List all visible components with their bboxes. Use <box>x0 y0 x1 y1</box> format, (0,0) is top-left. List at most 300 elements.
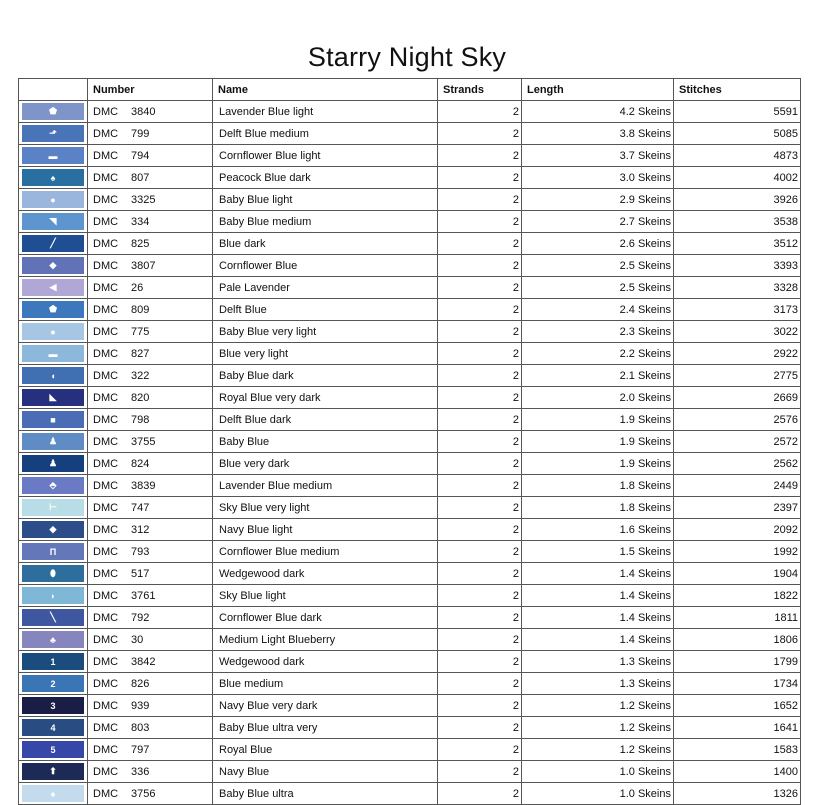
name-cell: Royal Blue <box>213 739 438 761</box>
length-cell: 2.9 Skeins <box>522 189 674 211</box>
length-cell: 2.1 Skeins <box>522 365 674 387</box>
stitch-symbol-icon: 5 <box>50 744 56 755</box>
name-cell: Lavender Blue light <box>213 101 438 123</box>
color-swatch <box>22 257 84 274</box>
number-cell <box>88 453 213 475</box>
stitch-symbol-icon: ♟ <box>48 458 58 468</box>
stitches-cell: 1641 <box>674 717 801 739</box>
table-row <box>19 387 801 409</box>
length-cell: 1.2 Skeins <box>522 739 674 761</box>
header-length: Length <box>522 79 674 101</box>
length-cell: 1.9 Skeins <box>522 409 674 431</box>
length-cell: 2.5 Skeins <box>522 255 674 277</box>
stitches-cell: 1806 <box>674 629 801 651</box>
number-cell <box>88 409 213 431</box>
color-swatch <box>22 477 84 494</box>
strands-cell: 2 <box>438 145 522 167</box>
brand: DMC <box>93 435 119 448</box>
code: 794 <box>131 149 150 162</box>
symbol-cell <box>19 585 88 607</box>
strands-cell: 2 <box>438 673 522 695</box>
table-row <box>19 717 801 739</box>
brand: DMC <box>93 347 119 360</box>
number-cell <box>88 255 213 277</box>
brand: DMC <box>93 171 119 184</box>
symbol-cell <box>19 717 88 739</box>
number-cell <box>88 563 213 585</box>
stitches-cell: 3538 <box>674 211 801 233</box>
stitch-symbol-icon: 4 <box>50 722 56 733</box>
stitch-symbol-icon: ♟ <box>48 436 58 446</box>
brand: DMC <box>93 677 119 690</box>
name-cell: Pale Lavender <box>213 277 438 299</box>
color-swatch <box>22 697 84 714</box>
code: 336 <box>131 765 150 778</box>
number-cell <box>88 145 213 167</box>
number-cell <box>88 783 213 805</box>
code: 3842 <box>131 655 156 668</box>
name-cell: Medium Light Blueberry <box>213 629 438 651</box>
strands-cell: 2 <box>438 233 522 255</box>
stitches-cell: 1904 <box>674 563 801 585</box>
symbol-cell <box>19 167 88 189</box>
strands-cell: 2 <box>438 409 522 431</box>
table-row <box>19 519 801 541</box>
number-cell <box>88 299 213 321</box>
strands-cell: 2 <box>438 497 522 519</box>
color-swatch <box>22 279 84 296</box>
code: 799 <box>131 127 150 140</box>
code: 30 <box>131 633 144 646</box>
color-swatch <box>22 675 84 692</box>
table-row <box>19 695 801 717</box>
length-cell: 1.3 Skeins <box>522 673 674 695</box>
symbol-cell <box>19 211 88 233</box>
stitches-cell: 5085 <box>674 123 801 145</box>
name-cell: Delft Blue medium <box>213 123 438 145</box>
number-cell <box>88 585 213 607</box>
length-cell: 4.2 Skeins <box>522 101 674 123</box>
color-swatch <box>22 433 84 450</box>
stitches-cell: 1822 <box>674 585 801 607</box>
length-cell: 1.4 Skeins <box>522 563 674 585</box>
length-cell: 1.6 Skeins <box>522 519 674 541</box>
number-cell <box>88 123 213 145</box>
symbol-cell <box>19 629 88 651</box>
table-row <box>19 497 801 519</box>
stitches-cell: 2562 <box>674 453 801 475</box>
symbol-cell <box>19 233 88 255</box>
stitches-cell: 3512 <box>674 233 801 255</box>
table-row <box>19 563 801 585</box>
code: 827 <box>131 347 150 360</box>
symbol-cell <box>19 651 88 673</box>
table-row <box>19 189 801 211</box>
stitch-symbol-icon: ♠ <box>50 788 56 799</box>
brand: DMC <box>93 369 119 382</box>
number-cell <box>88 717 213 739</box>
stitch-symbol-icon: ■ <box>50 414 56 425</box>
color-swatch <box>22 455 84 472</box>
brand: DMC <box>93 413 119 426</box>
stitches-cell: 2092 <box>674 519 801 541</box>
color-swatch <box>22 631 84 648</box>
brand: DMC <box>93 611 119 624</box>
brand: DMC <box>93 457 119 470</box>
symbol-cell <box>19 299 88 321</box>
code: 3755 <box>131 435 156 448</box>
brand: DMC <box>93 589 119 602</box>
brand: DMC <box>93 237 119 250</box>
table-row <box>19 321 801 343</box>
brand: DMC <box>93 633 119 646</box>
brand: DMC <box>93 743 119 756</box>
number-cell <box>88 651 213 673</box>
number-cell <box>88 519 213 541</box>
color-swatch <box>22 763 84 780</box>
stitch-symbol-icon: ● <box>50 194 56 205</box>
name-cell: Blue dark <box>213 233 438 255</box>
color-swatch <box>22 565 84 582</box>
stitches-cell: 1326 <box>674 783 801 805</box>
length-cell: 1.2 Skeins <box>522 717 674 739</box>
length-cell: 1.3 Skeins <box>522 651 674 673</box>
name-cell: Royal Blue very dark <box>213 387 438 409</box>
number-cell <box>88 387 213 409</box>
color-swatch <box>22 191 84 208</box>
name-cell: Cornflower Blue <box>213 255 438 277</box>
strands-cell: 2 <box>438 123 522 145</box>
symbol-cell <box>19 189 88 211</box>
stitch-symbol-icon: Π <box>49 546 57 557</box>
color-swatch <box>22 587 84 604</box>
name-cell: Wedgewood dark <box>213 563 438 585</box>
name-cell: Baby Blue ultra very <box>213 717 438 739</box>
stitch-symbol-icon: ▬ <box>48 150 58 161</box>
code: 807 <box>131 171 150 184</box>
length-cell: 1.0 Skeins <box>522 761 674 783</box>
color-swatch <box>22 367 84 384</box>
length-cell: 1.4 Skeins <box>522 607 674 629</box>
color-swatch <box>22 323 84 340</box>
strands-cell: 2 <box>438 431 522 453</box>
strands-cell: 2 <box>438 519 522 541</box>
number-cell <box>88 739 213 761</box>
color-swatch <box>22 785 84 802</box>
number-cell <box>88 673 213 695</box>
code: 809 <box>131 303 150 316</box>
length-cell: 1.4 Skeins <box>522 629 674 651</box>
symbol-cell <box>19 145 88 167</box>
code: 3756 <box>131 787 156 800</box>
stitches-cell: 1811 <box>674 607 801 629</box>
header-number: Number <box>88 79 213 101</box>
table-row <box>19 299 801 321</box>
number-cell <box>88 541 213 563</box>
symbol-cell <box>19 541 88 563</box>
table-row <box>19 475 801 497</box>
number-cell <box>88 695 213 717</box>
stitch-symbol-icon: 2 <box>50 678 56 689</box>
name-cell: Cornflower Blue medium <box>213 541 438 563</box>
color-swatch <box>22 389 84 406</box>
code: 820 <box>131 391 150 404</box>
brand: DMC <box>93 545 119 558</box>
stitches-cell: 1992 <box>674 541 801 563</box>
brand: DMC <box>93 501 119 514</box>
brand: DMC <box>93 721 119 734</box>
stitch-symbol-icon: ⬮ <box>50 568 56 578</box>
name-cell: Cornflower Blue light <box>213 145 438 167</box>
strands-cell: 2 <box>438 717 522 739</box>
length-cell: 2.6 Skeins <box>522 233 674 255</box>
code: 792 <box>131 611 150 624</box>
symbol-cell <box>19 497 88 519</box>
name-cell: Navy Blue light <box>213 519 438 541</box>
stitch-symbol-icon: ⊢ <box>49 502 57 512</box>
name-cell: Blue very dark <box>213 453 438 475</box>
stitches-cell: 3022 <box>674 321 801 343</box>
symbol-cell <box>19 343 88 365</box>
symbol-cell <box>19 123 88 145</box>
table-header-row <box>19 79 801 101</box>
stitches-cell: 1734 <box>674 673 801 695</box>
brand: DMC <box>93 127 119 140</box>
color-swatch <box>22 147 84 164</box>
code: 824 <box>131 457 150 470</box>
name-cell: Navy Blue very dark <box>213 695 438 717</box>
stitch-symbol-icon: ╱ <box>50 238 56 248</box>
number-cell <box>88 211 213 233</box>
page-title: Starry Night Sky <box>307 42 507 73</box>
length-cell: 2.4 Skeins <box>522 299 674 321</box>
length-cell: 1.9 Skeins <box>522 453 674 475</box>
color-swatch <box>22 719 84 736</box>
number-cell <box>88 761 213 783</box>
length-cell: 3.0 Skeins <box>522 167 674 189</box>
color-swatch <box>22 609 84 626</box>
code: 793 <box>131 545 150 558</box>
symbol-cell <box>19 607 88 629</box>
brand: DMC <box>93 193 119 206</box>
length-cell: 2.5 Skeins <box>522 277 674 299</box>
stitches-cell: 2922 <box>674 343 801 365</box>
number-cell <box>88 365 213 387</box>
name-cell: Baby Blue very light <box>213 321 438 343</box>
symbol-cell <box>19 695 88 717</box>
strands-cell: 2 <box>438 563 522 585</box>
code: 3761 <box>131 589 156 602</box>
stitch-symbol-icon: ⬏ <box>49 128 57 138</box>
strands-cell: 2 <box>438 255 522 277</box>
name-cell: Baby Blue <box>213 431 438 453</box>
brand: DMC <box>93 105 119 118</box>
brand: DMC <box>93 391 119 404</box>
brand: DMC <box>93 215 119 228</box>
table-row <box>19 343 801 365</box>
color-swatch <box>22 169 84 186</box>
color-swatch <box>22 521 84 538</box>
name-cell: Delft Blue <box>213 299 438 321</box>
stitch-symbol-icon: ◗ <box>50 590 56 601</box>
stitch-symbol-icon: ◀ <box>49 282 57 292</box>
symbol-cell <box>19 277 88 299</box>
strands-cell: 2 <box>438 321 522 343</box>
symbol-cell <box>19 563 88 585</box>
stitches-cell: 3328 <box>674 277 801 299</box>
symbol-cell <box>19 431 88 453</box>
table-row <box>19 629 801 651</box>
table-row <box>19 739 801 761</box>
table-row <box>19 673 801 695</box>
number-cell <box>88 233 213 255</box>
stitches-cell: 3173 <box>674 299 801 321</box>
stitch-symbol-icon: ⬘ <box>49 480 57 490</box>
header-name: Name <box>213 79 438 101</box>
code: 803 <box>131 721 150 734</box>
strands-cell: 2 <box>438 365 522 387</box>
header-symbol <box>19 79 88 101</box>
code: 825 <box>131 237 150 250</box>
code: 3807 <box>131 259 156 272</box>
symbol-cell <box>19 321 88 343</box>
name-cell: Delft Blue dark <box>213 409 438 431</box>
stitches-cell: 4002 <box>674 167 801 189</box>
code: 826 <box>131 677 150 690</box>
name-cell: Lavender Blue medium <box>213 475 438 497</box>
stitches-cell: 1652 <box>674 695 801 717</box>
length-cell: 1.8 Skeins <box>522 497 674 519</box>
stitches-cell: 2397 <box>674 497 801 519</box>
code: 26 <box>131 281 144 294</box>
name-cell: Navy Blue <box>213 761 438 783</box>
strands-cell: 2 <box>438 101 522 123</box>
code: 797 <box>131 743 150 756</box>
number-cell <box>88 101 213 123</box>
color-swatch <box>22 411 84 428</box>
floss-table <box>18 78 801 805</box>
table-row <box>19 255 801 277</box>
symbol-cell <box>19 783 88 805</box>
table-row <box>19 453 801 475</box>
code: 939 <box>131 699 150 712</box>
strands-cell: 2 <box>438 211 522 233</box>
strands-cell: 2 <box>438 783 522 805</box>
brand: DMC <box>93 479 119 492</box>
header-stitches: Stitches <box>674 79 801 101</box>
symbol-cell <box>19 475 88 497</box>
stitch-symbol-icon: ⬟ <box>49 106 57 116</box>
number-cell <box>88 277 213 299</box>
symbol-cell <box>19 453 88 475</box>
length-cell: 2.2 Skeins <box>522 343 674 365</box>
color-swatch <box>22 103 84 120</box>
table-row <box>19 651 801 673</box>
color-swatch <box>22 125 84 142</box>
floss-table-container <box>18 78 798 800</box>
stitch-symbol-icon: ◣ <box>49 392 57 402</box>
strands-cell: 2 <box>438 277 522 299</box>
length-cell: 1.2 Skeins <box>522 695 674 717</box>
stitch-symbol-icon: ◆ <box>49 524 57 534</box>
name-cell: Sky Blue light <box>213 585 438 607</box>
name-cell: Cornflower Blue dark <box>213 607 438 629</box>
stitches-cell: 5591 <box>674 101 801 123</box>
strands-cell: 2 <box>438 343 522 365</box>
name-cell: Peacock Blue dark <box>213 167 438 189</box>
code: 3840 <box>131 105 156 118</box>
table-row <box>19 123 801 145</box>
stitches-cell: 2576 <box>674 409 801 431</box>
stitches-cell: 4873 <box>674 145 801 167</box>
name-cell: Baby Blue medium <box>213 211 438 233</box>
strands-cell: 2 <box>438 607 522 629</box>
symbol-cell <box>19 101 88 123</box>
brand: DMC <box>93 523 119 536</box>
stitches-cell: 1799 <box>674 651 801 673</box>
brand: DMC <box>93 567 119 580</box>
name-cell: Baby Blue ultra <box>213 783 438 805</box>
table-row <box>19 761 801 783</box>
number-cell <box>88 607 213 629</box>
table-row <box>19 101 801 123</box>
strands-cell: 2 <box>438 453 522 475</box>
stitches-cell: 1400 <box>674 761 801 783</box>
stitches-cell: 2572 <box>674 431 801 453</box>
brand: DMC <box>93 787 119 800</box>
length-cell: 3.8 Skeins <box>522 123 674 145</box>
code: 3325 <box>131 193 156 206</box>
name-cell: Baby Blue dark <box>213 365 438 387</box>
color-swatch <box>22 653 84 670</box>
stitches-cell: 2775 <box>674 365 801 387</box>
brand: DMC <box>93 765 119 778</box>
code: 312 <box>131 523 150 536</box>
code: 517 <box>131 567 150 580</box>
strands-cell: 2 <box>438 189 522 211</box>
table-row <box>19 409 801 431</box>
code: 322 <box>131 369 150 382</box>
table-row <box>19 607 801 629</box>
strands-cell: 2 <box>438 629 522 651</box>
name-cell: Sky Blue very light <box>213 497 438 519</box>
length-cell: 1.5 Skeins <box>522 541 674 563</box>
strands-cell: 2 <box>438 695 522 717</box>
length-cell: 1.0 Skeins <box>522 783 674 805</box>
table-row <box>19 783 801 805</box>
stitch-symbol-icon: ♠ <box>50 172 56 183</box>
strands-cell: 2 <box>438 541 522 563</box>
table-row <box>19 277 801 299</box>
symbol-cell <box>19 365 88 387</box>
length-cell: 1.4 Skeins <box>522 585 674 607</box>
table-row <box>19 541 801 563</box>
strands-cell: 2 <box>438 739 522 761</box>
symbol-cell <box>19 409 88 431</box>
number-cell <box>88 629 213 651</box>
name-cell: Baby Blue light <box>213 189 438 211</box>
table-row <box>19 431 801 453</box>
length-cell: 3.7 Skeins <box>522 145 674 167</box>
table-row <box>19 145 801 167</box>
symbol-cell <box>19 519 88 541</box>
name-cell: Blue medium <box>213 673 438 695</box>
stitch-symbol-icon: 3 <box>50 700 56 711</box>
strands-cell: 2 <box>438 299 522 321</box>
code: 775 <box>131 325 150 338</box>
stitches-cell: 2669 <box>674 387 801 409</box>
code: 3839 <box>131 479 156 492</box>
